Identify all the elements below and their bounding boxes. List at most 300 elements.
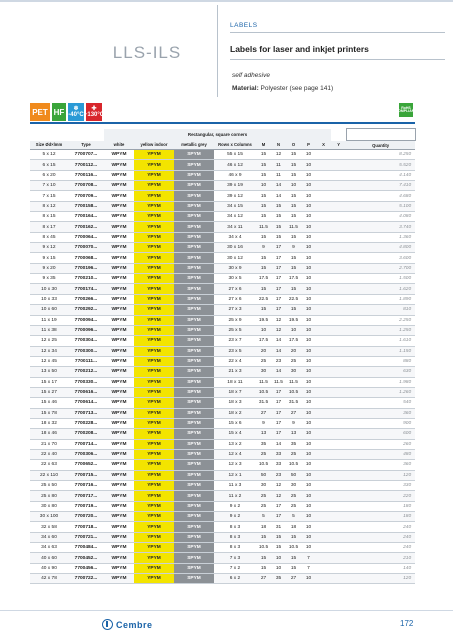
- x-cell: [316, 253, 331, 263]
- white-code-cell: WPYM: [111, 348, 127, 354]
- type-cell: 7700652...: [74, 462, 98, 468]
- m-cell: 10.5: [258, 462, 269, 468]
- x-cell: [316, 263, 331, 273]
- type-cell: 7700718...: [74, 524, 98, 530]
- m-cell: 10: [260, 183, 267, 189]
- n-cell: 17: [275, 503, 282, 509]
- size-cell: 8 x 15: [42, 214, 56, 220]
- yellow-code-cell: YPYM: [134, 232, 174, 242]
- rows-columns-cell: 8 x 3: [229, 545, 241, 551]
- o-cell: 30: [290, 483, 297, 489]
- n-cell: 15: [275, 203, 282, 209]
- size-cell: 11 x 38: [41, 328, 57, 334]
- white-code-cell: WPYM: [111, 317, 127, 323]
- quantity-cell: 240: [403, 524, 412, 530]
- y-cell: [331, 501, 346, 511]
- column-header: Rows x Columns: [214, 141, 256, 150]
- n-cell: 33: [275, 462, 282, 468]
- rows-columns-cell: 9 x 2: [229, 503, 241, 509]
- m-cell: 10: [260, 328, 267, 334]
- x-cell: [316, 356, 331, 366]
- x-cell: [316, 460, 331, 470]
- type-cell: 7700292...: [74, 307, 98, 313]
- p-cell: 10: [305, 441, 312, 447]
- column-header: Y: [331, 141, 346, 150]
- size-cell: 30 x 100: [39, 514, 59, 520]
- y-cell: [331, 284, 346, 294]
- n-cell: 10: [275, 565, 282, 571]
- p-cell: 10: [305, 359, 312, 365]
- y-cell: [331, 201, 346, 211]
- quantity-cell: 2.250: [399, 317, 412, 323]
- table-row: [30, 191, 415, 201]
- yellow-code-cell: YPYM: [134, 305, 174, 315]
- white-code-cell: WPYM: [111, 565, 127, 571]
- table-row: [30, 501, 415, 511]
- yellow-code-cell: YPYM: [134, 501, 174, 511]
- white-code-cell: WPYM: [111, 286, 127, 292]
- grey-code-cell: SPYM: [174, 325, 214, 335]
- grey-code-cell: SPYM: [174, 460, 214, 470]
- column-header: X: [316, 141, 331, 150]
- white-code-cell: WPYM: [111, 524, 127, 530]
- rows-columns-cell: 30 x 5: [228, 276, 242, 282]
- rows-columns-cell: 30 x 9: [228, 265, 242, 271]
- yellow-code-cell: YPYM: [134, 387, 174, 397]
- n-cell: 17: [275, 410, 282, 416]
- x-cell: [316, 491, 331, 501]
- size-cell: 25 x 50: [41, 483, 57, 489]
- y-cell: [331, 429, 346, 439]
- n-cell: 17: [275, 255, 282, 261]
- p-cell: 10: [305, 379, 312, 385]
- table-row: [30, 563, 415, 573]
- y-cell: [331, 574, 346, 584]
- column-header: P: [301, 141, 316, 150]
- table-row: [30, 336, 415, 346]
- column-header: white: [104, 141, 134, 150]
- grey-code-cell: SPYM: [174, 470, 214, 480]
- table-group-header: Rectangular, square corners: [104, 129, 331, 141]
- size-cell: 40 x 90: [41, 565, 57, 571]
- table-row: [30, 418, 415, 428]
- quantity-cell: 240: [403, 534, 412, 540]
- p-cell: 10: [305, 431, 312, 437]
- white-code-cell: WPYM: [111, 555, 127, 561]
- yellow-code-cell: YPYM: [134, 315, 174, 325]
- white-code-cell: WPYM: [111, 369, 127, 375]
- table-row: [30, 460, 415, 470]
- yellow-code-cell: YPYM: [134, 439, 174, 449]
- rows-columns-cell: 15 x 4: [228, 431, 242, 437]
- p-cell: 10: [305, 338, 312, 344]
- white-code-cell: WPYM: [111, 379, 127, 385]
- x-cell: [316, 470, 331, 480]
- n-cell: 15: [275, 234, 282, 240]
- yellow-code-cell: YPYM: [134, 367, 174, 377]
- size-cell: 15 x 46: [41, 400, 57, 406]
- quantity-cell: 180: [403, 514, 412, 520]
- white-code-cell: WPYM: [111, 265, 127, 271]
- y-cell: [331, 532, 346, 542]
- white-code-cell: WPYM: [111, 483, 127, 489]
- grey-code-cell: SPYM: [174, 150, 214, 160]
- rows-columns-cell: 55 x 15: [227, 152, 243, 158]
- m-cell: 35: [260, 441, 267, 447]
- size-cell: 15 x 17: [41, 379, 57, 385]
- p-cell: 7: [307, 565, 310, 571]
- yellow-code-cell: YPYM: [134, 191, 174, 201]
- o-cell: 15: [290, 152, 297, 158]
- size-cell: 11 x 19: [41, 317, 57, 323]
- o-cell: 27: [290, 410, 297, 416]
- m-cell: 15: [260, 214, 267, 220]
- x-cell: [316, 563, 331, 573]
- rows-columns-cell: 13 x 2: [228, 441, 242, 447]
- m-cell: 9: [262, 421, 265, 427]
- type-cell: 7700708...: [74, 183, 98, 189]
- x-cell: [316, 522, 331, 532]
- quantity-cell: 140: [403, 565, 412, 571]
- yellow-code-cell: YPYM: [134, 522, 174, 532]
- o-cell: 50: [290, 472, 297, 478]
- p-cell: 10: [305, 224, 312, 230]
- white-code-cell: WPYM: [111, 431, 127, 437]
- quantity-cell: 360: [403, 462, 412, 468]
- o-cell: 27: [290, 576, 297, 582]
- grey-code-cell: SPYM: [174, 439, 214, 449]
- white-code-cell: WPYM: [111, 534, 127, 540]
- p-cell: 10: [305, 524, 312, 530]
- table-row: [30, 553, 415, 563]
- n-cell: 33: [275, 452, 282, 458]
- white-code-cell: WPYM: [111, 452, 127, 458]
- x-cell: [316, 543, 331, 553]
- n-cell: 12: [275, 328, 282, 334]
- p-cell: 10: [305, 307, 312, 313]
- yellow-code-cell: YPYM: [134, 253, 174, 263]
- quantity-cell: 3.740: [399, 224, 412, 230]
- m-cell: 15: [260, 565, 267, 571]
- n-cell: 35: [275, 576, 282, 582]
- size-cell: 34 x 63: [41, 545, 57, 551]
- y-cell: [331, 222, 346, 232]
- max-temp-badge: [83, 103, 105, 121]
- o-cell: 30: [290, 369, 297, 375]
- quantity-cell: 1.150: [399, 348, 412, 354]
- y-cell: [331, 181, 346, 191]
- rows-columns-cell: 39 x 12: [227, 193, 243, 199]
- size-cell: 34 x 60: [41, 534, 57, 540]
- m-cell: 27: [260, 576, 267, 582]
- table-row: [30, 532, 415, 542]
- p-cell: 10: [305, 152, 312, 158]
- y-cell: [331, 439, 346, 449]
- grey-code-cell: SPYM: [174, 418, 214, 428]
- white-code-cell: WPYM: [111, 462, 127, 468]
- table-row: [30, 387, 415, 397]
- grey-code-cell: SPYM: [174, 263, 214, 273]
- quantity-cell: 120: [403, 576, 412, 582]
- n-cell: 14: [275, 441, 282, 447]
- type-cell: 7700709...: [74, 193, 98, 199]
- size-cell: 18 x 46: [41, 431, 57, 437]
- y-cell: [331, 274, 346, 284]
- white-code-cell: WPYM: [111, 493, 127, 499]
- yellow-code-cell: YPYM: [134, 481, 174, 491]
- y-cell: [331, 470, 346, 480]
- quantity-cell: 3.600: [399, 255, 412, 261]
- quantity-cell: 480: [403, 452, 412, 458]
- o-cell: 5: [292, 514, 295, 520]
- p-cell: 10: [305, 296, 312, 302]
- p-cell: 10: [305, 514, 312, 520]
- p-cell: 10: [305, 214, 312, 220]
- rows-columns-cell: 8 x 3: [229, 524, 241, 530]
- quantity-cell: 5.100: [399, 203, 412, 209]
- type-cell: 7700484...: [74, 545, 98, 551]
- table-row: [30, 232, 415, 242]
- n-cell: 14: [275, 193, 282, 199]
- rows-columns-cell: 18 x 7: [228, 390, 242, 396]
- x-cell: [316, 512, 331, 522]
- y-cell: [331, 543, 346, 553]
- x-cell: [316, 346, 331, 356]
- o-cell: 15: [290, 286, 297, 292]
- top-rule: [0, 0, 453, 2]
- table-row: [30, 274, 415, 284]
- x-cell: [316, 212, 331, 222]
- yellow-code-cell: YPYM: [134, 150, 174, 160]
- x-cell: [316, 449, 331, 459]
- n-cell: 23: [275, 472, 282, 478]
- m-cell: 15: [260, 265, 267, 271]
- rows-columns-cell: 7 x 2: [229, 565, 241, 571]
- grey-code-cell: SPYM: [174, 294, 214, 304]
- size-cell: 8 x 12: [42, 203, 56, 209]
- m-cell: 18: [260, 524, 267, 530]
- rows-columns-cell: 30 x 16: [227, 245, 243, 251]
- m-cell: 17.5: [258, 338, 269, 344]
- grey-code-cell: SPYM: [174, 315, 214, 325]
- m-cell: 15: [260, 286, 267, 292]
- n-cell: 17: [275, 276, 282, 282]
- p-cell: 10: [305, 183, 312, 189]
- y-cell: [331, 418, 346, 428]
- type-cell: 7700068...: [74, 255, 98, 261]
- grey-code-cell: SPYM: [174, 501, 214, 511]
- yellow-code-cell: YPYM: [134, 563, 174, 573]
- table-row: [30, 160, 415, 170]
- quantity-cell: 120: [403, 472, 412, 478]
- column-header: M: [256, 141, 271, 150]
- material-line: [232, 85, 333, 92]
- rows-columns-cell: 39 x 19: [227, 183, 243, 189]
- table-row: [30, 543, 415, 553]
- p-cell: 10: [305, 328, 312, 334]
- table-row: [30, 512, 415, 522]
- m-cell: 15: [260, 534, 267, 540]
- y-cell: [331, 325, 346, 335]
- n-cell: 17: [275, 286, 282, 292]
- m-cell: 15: [260, 152, 267, 158]
- grey-code-cell: SPYM: [174, 532, 214, 542]
- quantity-cell: 880: [403, 359, 412, 365]
- rows-columns-cell: 46 x 9: [228, 172, 242, 178]
- type-cell: 7700719...: [74, 503, 98, 509]
- rows-columns-cell: 23 x 5: [228, 348, 242, 354]
- y-cell: [331, 212, 346, 222]
- p-cell: 10: [305, 348, 312, 354]
- y-cell: [331, 294, 346, 304]
- quantity-cell: 7.410: [399, 183, 412, 189]
- y-cell: [331, 522, 346, 532]
- property-badges: [30, 103, 105, 121]
- y-cell: [331, 449, 346, 459]
- quantity-cell: 210: [403, 555, 412, 561]
- o-cell: 15: [290, 307, 297, 313]
- section-label: LABELS: [230, 22, 258, 29]
- size-cell: 42 x 78: [41, 576, 57, 582]
- grey-code-cell: SPYM: [174, 336, 214, 346]
- o-cell: 10: [290, 183, 297, 189]
- y-cell: [331, 356, 346, 366]
- m-cell: 30: [260, 369, 267, 375]
- o-cell: 11.5: [289, 379, 298, 385]
- white-code-cell: WPYM: [111, 328, 127, 334]
- size-cell: 12 x 25: [41, 338, 57, 344]
- type-cell: 7700174...: [74, 286, 98, 292]
- m-cell: 5: [262, 514, 265, 520]
- o-cell: 15: [290, 565, 297, 571]
- grey-code-cell: SPYM: [174, 408, 214, 418]
- x-cell: [316, 305, 331, 315]
- p-cell: 10: [305, 276, 312, 282]
- m-cell: 15: [260, 203, 267, 209]
- m-cell: 20: [260, 348, 267, 354]
- m-cell: 27: [260, 410, 267, 416]
- size-cell: 7 x 15: [42, 193, 56, 199]
- y-cell: [331, 491, 346, 501]
- rows-columns-cell: 8 x 3: [229, 534, 241, 540]
- y-cell: [331, 253, 346, 263]
- n-cell: 14: [275, 183, 282, 189]
- n-cell: 12: [275, 152, 282, 158]
- rows-columns-cell: 21 x 3: [228, 369, 242, 375]
- yellow-code-cell: YPYM: [134, 429, 174, 439]
- o-cell: 9: [292, 245, 295, 251]
- table-row: [30, 439, 415, 449]
- o-cell: 15: [290, 193, 297, 199]
- grey-code-cell: SPYM: [174, 356, 214, 366]
- yellow-code-cell: YPYM: [134, 398, 174, 408]
- table-row: [30, 325, 415, 335]
- column-header: Type: [68, 141, 104, 150]
- type-cell: 7700094...: [74, 317, 98, 323]
- type-cell: 7700713...: [74, 410, 98, 416]
- size-cell: 22 x 40: [41, 452, 57, 458]
- quantity-cell: 900: [403, 421, 412, 427]
- type-cell: 7700721...: [74, 534, 98, 540]
- quantity-cell: 8.250: [399, 152, 412, 158]
- n-cell: 17: [275, 296, 282, 302]
- quantity-cell: 1.620: [399, 286, 412, 292]
- quantity-cell: 1.500: [399, 276, 412, 282]
- grey-code-cell: SPYM: [174, 491, 214, 501]
- grey-code-cell: SPYM: [174, 367, 214, 377]
- grey-code-cell: SPYM: [174, 449, 214, 459]
- n-cell: 17: [275, 245, 282, 251]
- size-cell: 8 x 17: [42, 224, 56, 230]
- p-cell: 10: [305, 265, 312, 271]
- page-number: 172: [400, 619, 414, 628]
- grey-code-cell: SPYM: [174, 181, 214, 191]
- rows-columns-cell: 9 x 2: [229, 514, 241, 520]
- table-row: [30, 346, 415, 356]
- type-cell: 7700212...: [74, 369, 98, 375]
- white-code-cell: WPYM: [111, 152, 127, 158]
- o-cell: 22.5: [288, 296, 299, 302]
- p-cell: 10: [305, 369, 312, 375]
- rows-columns-cell: 25 x 5: [228, 328, 242, 334]
- quantity-cell: 1.260: [399, 390, 412, 396]
- size-cell: 18 x 32: [41, 421, 57, 427]
- yellow-code-cell: YPYM: [134, 512, 174, 522]
- yellow-code-cell: YPYM: [134, 222, 174, 232]
- size-cell: 7 x 10: [42, 183, 56, 189]
- grey-code-cell: SPYM: [174, 377, 214, 387]
- quantity-cell: 1.890: [399, 296, 412, 302]
- size-cell: 40 x 60: [41, 555, 57, 561]
- grey-code-cell: SPYM: [174, 160, 214, 170]
- x-cell: [316, 201, 331, 211]
- m-cell: 19.5: [258, 317, 269, 323]
- size-cell: 15 x 78: [41, 410, 57, 416]
- x-cell: [316, 181, 331, 191]
- o-cell: 15: [290, 162, 297, 168]
- quantity-cell: 240: [403, 545, 412, 551]
- yellow-code-cell: YPYM: [134, 346, 174, 356]
- grey-code-cell: SPYM: [174, 170, 214, 180]
- o-cell: 25: [290, 452, 297, 458]
- o-cell: 11.5: [289, 224, 298, 230]
- table-row: [30, 356, 415, 366]
- m-cell: 15: [260, 193, 267, 199]
- size-cell: 21 x 70: [41, 441, 57, 447]
- yellow-code-cell: YPYM: [134, 294, 174, 304]
- max-temp-value: +130°C: [83, 112, 105, 118]
- column-header: yellow indoor: [134, 141, 174, 150]
- p-cell: 10: [305, 545, 312, 551]
- white-code-cell: WPYM: [111, 255, 127, 261]
- m-cell: 15: [260, 255, 267, 261]
- p-cell: 10: [305, 172, 312, 178]
- column-header: O: [286, 141, 301, 150]
- size-cell: 5 x 12: [42, 152, 56, 158]
- rows-columns-cell: 46 x 12: [227, 162, 243, 168]
- p-cell: 10: [305, 462, 312, 468]
- m-cell: 17.5: [258, 276, 269, 282]
- size-cell: 10 x 30: [41, 286, 57, 292]
- table-row: [30, 367, 415, 377]
- type-cell: 7700064...: [74, 234, 98, 240]
- o-cell: 20: [290, 348, 297, 354]
- type-cell: 7700717...: [74, 493, 98, 499]
- n-cell: 15: [275, 214, 282, 220]
- p-cell: 10: [305, 234, 312, 240]
- table-row: [30, 253, 415, 263]
- n-cell: 11.5: [274, 379, 283, 385]
